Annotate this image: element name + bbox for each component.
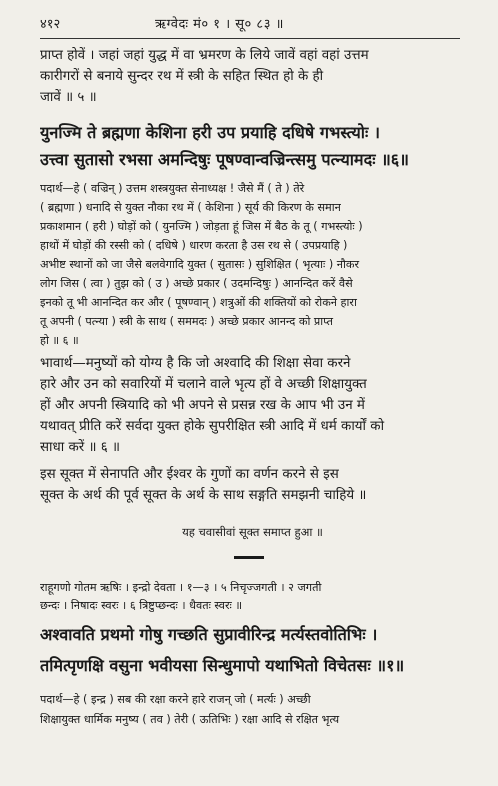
summary-line: इस सूक्त में सेनापति और ईश्वर के गुणों का वर्णन करने से इस [40, 467, 339, 482]
verse-line: तमित्पृणक्षि वसुना भवीयसा सिन्धुमापो यथाभितो विचेतसः ॥१॥ [40, 656, 405, 675]
intro-line: प्राप्त होवें । जहां जहां युद्ध में वा भ्रमरण के लिये जावें वहां वहां उत्तम [40, 48, 369, 63]
bhavartha-line: साधा करें ॥ ६ ॥ [40, 440, 121, 455]
sukta-closing: यह चवासीवां सूक्त समाप्त हुआ ॥ [182, 525, 323, 539]
meaning-line: ( ब्रह्मणा ) धनादि से युक्त नौका रथ में ( केशिना ) सूर्य की किरण के समान [40, 201, 341, 214]
meaning-line: प्रकाशमान ( हरी ) घोड़ों को ( युनज्मि ) जोड़ता हूं जिस में बैठ के तू ( गभस्त्योः ) [40, 220, 363, 233]
running-title: ऋग्वेदः मं० १ । सू० ८३ ॥ [155, 17, 284, 32]
meaning-line: हो ॥ ६ ॥ [40, 334, 79, 347]
page-number: ४१२ [40, 17, 61, 32]
meaning-line: पदार्थ—हे ( इन्द्र ) सब की रक्षा करने हारे राजन् जो ( मर्त्यः ) अच्छी [40, 693, 311, 706]
bhavartha-line: हारे और उन को सवारियों में चलाने वाले भृत्य हों वे अच्छी शिक्षायुक्त [40, 377, 367, 392]
page-header [40, 14, 458, 36]
intro-line: जावें ॥ ५ ॥ [40, 90, 97, 105]
meaning-line: शिक्षायुक्त धार्मिक मनुष्य ( तव ) तेरी ( ऊतिभिः ) रक्षा आदि से रक्षित भृत्य [40, 713, 340, 726]
header-divider [40, 38, 460, 39]
bhavartha-line: यथावत् प्रीति करें सर्वदा युक्त होके सुपरीक्षित स्त्री आदि में धर्म कार्यों को [40, 419, 385, 434]
verse-line: अश्वावति प्रथमो गोषु गच्छति सुप्रावीरिन्द्र मर्त्यस्तवोतिभिः । [40, 625, 378, 644]
meaning-line: तू अपनी ( पत्न्या ) स्त्री के साथ ( सममदः ) अच्छे प्रकार आनन्द को प्राप्त [40, 315, 333, 328]
meaning-line: लोग जिस ( त्वा ) तुझ को ( उ ) अच्छे प्रकार ( उदमन्दिषुः ) आनन्दित करें वैसे [40, 277, 353, 290]
bhavartha-line: भावार्थ—मनुष्यों को योग्य है कि जो अश्वादि की शिक्षा सेवा करने [40, 356, 351, 371]
bhavartha-line: हों और अपनी स्त्रियादि को भी अपने से प्रसन्न रख के आप भी उन में [40, 398, 365, 413]
meaning-line: इनको तू भी आनन्दित कर और ( पूषण्वान् ) शत्रुओं की शक्तियों को रोकने हारा [40, 296, 357, 309]
section-separator [234, 556, 264, 559]
chhanda-line: छन्दः । निषादः स्वरः । ६ त्रिष्टुप्छन्दः । धैवतः स्वरः ॥ [40, 599, 243, 612]
verse-line: युनज्मि ते ब्रह्मणा केशिना हरी उप प्रयाहि दधिषे गभस्त्योः । [40, 123, 380, 142]
meaning-line: पदार्थ—हे ( वज्रिन् ) उत्तम शस्त्रयुक्त सेनाध्यक्ष ! जैसे मैं ( ते ) तेरे [40, 182, 305, 195]
verse-line: उत्त्वा सुतासो रभसा अमन्दिषुः पूषण्वान्वज्रिन्त्समु पत्न्यामदः ॥६॥ [40, 150, 409, 169]
meaning-line: हाथों में घोड़ों की रस्सी को ( दधिषे ) धारण करता है उस रथ से ( उपप्रयाहि ) [40, 239, 348, 252]
meaning-line: अभीष्ट स्थानों को जा जैसे बलवेगादि युक्त ( सुतासः ) सुशिक्षित ( भृत्याः ) नौकर [40, 258, 360, 271]
intro-line: कारीगरों से बनाये सुन्दर रथ में स्त्री के सहित स्थित हो के ही [40, 69, 324, 84]
summary-line: सूक्त के अर्थ की पूर्व सूक्त के अर्थ के साथ सङ्गति समझनी चाहिये ॥ [40, 488, 367, 503]
rishi-devata-line: राहूगणो गोतम ऋषिः । इन्द्रो देवता । १—३ । ५ निचृज्जगती । २ जगती [40, 581, 322, 594]
